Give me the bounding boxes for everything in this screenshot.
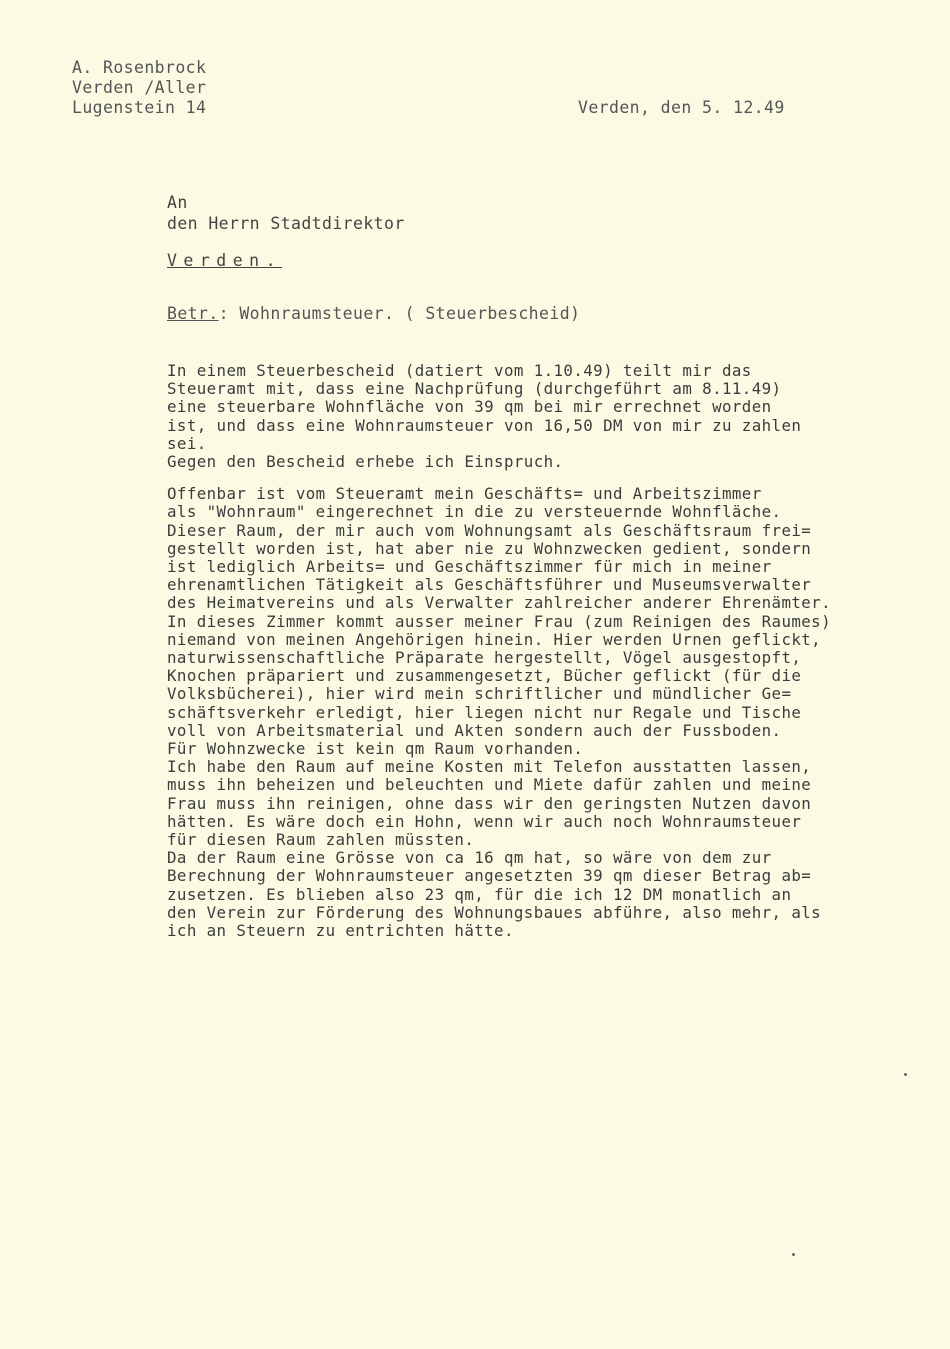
letter-body — [167, 362, 947, 940]
body-line: ist, und dass eine Wohnraumsteuer von 16,50 DM von mir zu zahlen — [167, 415, 802, 435]
body-line: zusetzen. Es blieben also 23 qm, für die ich 12 DM monatlich an — [167, 884, 792, 904]
body-line: ich an Steuern zu entrichten hätte. — [167, 921, 514, 941]
paper-speck — [904, 1073, 907, 1076]
date-line: Verden, den 5. 12.49 — [578, 98, 785, 117]
paragraph-2 — [167, 453, 947, 471]
sender-city: Verden /Aller — [72, 78, 207, 97]
subject-line — [167, 304, 580, 323]
recipient-city: Verden. — [167, 251, 283, 270]
subject-text: : Wohnraumsteuer. ( Steuerbescheid) — [218, 304, 581, 323]
body-line: schäftsverkehr erledigt, hier liegen nicht nur Regale und Tische — [167, 702, 802, 722]
body-line: gestellt worden ist, hat aber nie zu Wohnzwecken gedient, sondern — [167, 538, 812, 558]
recipient-line-1: An — [167, 193, 188, 212]
subject-label: Betr. — [167, 304, 219, 323]
body-line: hätten. Es wäre doch ein Hohn, wenn wir auch noch Wohnraumsteuer — [167, 811, 802, 831]
body-line: Dieser Raum, der mir auch vom Wohnungsamt als Geschäftsraum frei= — [167, 520, 812, 540]
body-line: für diesen Raum zahlen müssten. — [167, 830, 475, 850]
body-line: Offenbar ist vom Steueramt mein Geschäfts= und Arbeitszimmer — [167, 484, 762, 504]
body-line: ehrenamtlichen Tätigkeit als Geschäftsführer und Museumsverwalter — [167, 575, 812, 595]
sender-name: A. Rosenbrock — [72, 58, 207, 77]
paragraph-3 — [167, 485, 947, 940]
recipient-block — [167, 192, 405, 234]
body-line: Da der Raum eine Grösse von ca 16 qm hat, so wäre von dem zur — [167, 848, 772, 868]
body-line: muss ihn beheizen und beleuchten und Miete dafür zahlen und meine — [167, 775, 812, 795]
body-line: Ich habe den Raum auf meine Kosten mit Telefon ausstatten lassen, — [167, 757, 812, 777]
body-line: des Heimatvereins und als Verwalter zahlreicher anderer Ehrenämter. — [167, 593, 832, 613]
body-line: Steueramt mit, dass eine Nachprüfung (durchgeführt am 8.11.49) — [167, 379, 782, 399]
body-line: voll von Arbeitsmaterial und Akten sondern auch der Fussboden. — [167, 720, 782, 740]
body-line: sei. — [167, 433, 207, 453]
body-line: In dieses Zimmer kommt ausser meiner Frau (zum Reinigen des Raumes) — [167, 611, 832, 631]
body-line: Gegen den Bescheid erhebe ich Einspruch. — [167, 452, 564, 472]
paper-speck — [792, 1253, 795, 1256]
body-line: Berechnung der Wohnraumsteuer angesetzten 39 qm dieser Betrag ab= — [167, 866, 812, 886]
body-line: naturwissenschaftliche Präparate hergestellt, Vögel ausgestopft, — [167, 648, 802, 668]
body-line: Für Wohnzwecke ist kein qm Raum vorhanden. — [167, 739, 584, 759]
body-line: den Verein zur Förderung des Wohnungsbaues abführe, also mehr, als — [167, 902, 822, 922]
body-line: In einem Steuerbescheid (datiert vom 1.10.49) teilt mir das — [167, 361, 752, 380]
body-line: ist lediglich Arbeits= und Geschäftszimmer für mich in meiner — [167, 557, 772, 577]
paragraph-1 — [167, 362, 947, 453]
body-line: Volksbücherei), hier wird mein schriftlicher und mündlicher Ge= — [167, 684, 792, 704]
sender-street: Lugenstein 14 — [72, 98, 207, 117]
body-line: eine steuerbare Wohnfläche von 39 qm bei mir errechnet worden — [167, 397, 772, 417]
body-line: Frau muss ihn reinigen, ohne dass wir den geringsten Nutzen davon — [167, 793, 812, 813]
body-line: niemand von meinen Angehörigen hinein. Hier werden Urnen geflickt, — [167, 629, 822, 649]
recipient-line-2: den Herrn Stadtdirektor — [167, 214, 405, 233]
body-line: als "Wohnraum" eingerechnet in die zu versteuernde Wohnfläche. — [167, 502, 782, 522]
body-line: Knochen präpariert und zusammengesetzt, Bücher geflickt (für die — [167, 666, 802, 686]
sender-block — [72, 58, 206, 118]
